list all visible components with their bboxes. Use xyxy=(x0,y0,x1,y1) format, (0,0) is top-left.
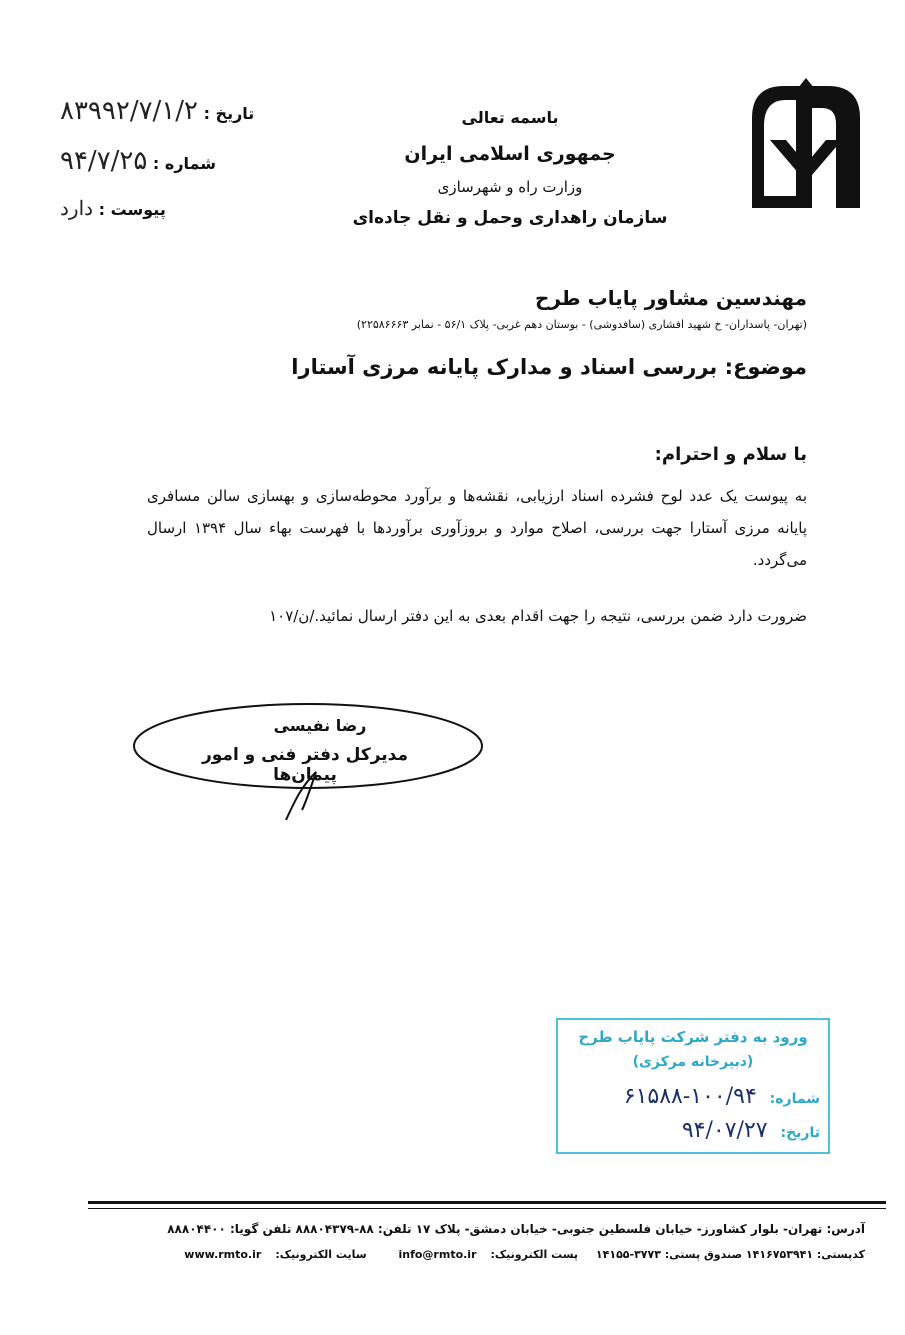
greeting: با سلام و احترام: xyxy=(654,444,807,465)
attachment-row xyxy=(60,196,166,220)
stamp-date-row xyxy=(566,1118,820,1143)
footer-website-group xyxy=(170,1248,366,1261)
ministry-name: وزارت راه و شهرسازی xyxy=(437,178,583,196)
body-paragraph-1: به پیوست یک عدد لوح فشرده اسناد ارزیابی، نقشه‌ها و برآورد محوطه‌سازی و بهسازی سالن مسافری پایانه مرزی آستارا جهت بررسی، اصلاح موارد و بروزآوری برآوردها با فهرست بهاء سال ۱۳۹۴ ارسال می‌گردد. xyxy=(147,487,808,569)
footer-website-label: سایت الکترونیک: xyxy=(275,1248,367,1261)
footer-contact-row xyxy=(156,1248,865,1261)
attachment-value: دارد xyxy=(60,196,94,220)
stamp-number-value: ۱۰۰/۹۴-۶۱۵۸۸ xyxy=(623,1084,757,1109)
receipt-stamp xyxy=(556,1018,830,1154)
date-value: ۸۳۹۹۲/۷/۱/۲ xyxy=(60,96,198,126)
recipient-address: (تهران- پاسداران- خ شهید افشاری (سافدوشی) - بوستان دهم غربی- پلاک ۵۶/۱ - نمابر ۲۲۵۸۶۶۶۳) xyxy=(356,318,807,331)
signatory-title: مدیرکل دفتر فنی و امور پیمان‌ها xyxy=(201,745,409,785)
organization-logo xyxy=(742,78,870,213)
bismillah: باسمه تعالی xyxy=(461,108,559,127)
number-value: ۹۴/۷/۲۵ xyxy=(60,146,148,176)
stamp-date-value: ۹۴/۰۷/۲۷ xyxy=(681,1118,768,1143)
date-row xyxy=(60,96,254,126)
subject-text: بررسی اسناد و مدارک پایانه مرزی آستارا xyxy=(291,355,718,379)
footer-postal: کدپستی: ۱۴۱۶۷۵۳۹۴۱ صندوق پستی: ۳۷۷۳-۱۴۱۵۵ xyxy=(595,1248,865,1261)
stamp-number-row xyxy=(566,1084,820,1109)
subject-label: موضوع: xyxy=(724,355,807,379)
date-label: تاریخ : xyxy=(203,104,255,123)
footer-email-group xyxy=(384,1248,578,1261)
recipient-name: مهندسین مشاور پایاب طرح xyxy=(534,286,807,310)
footer-email-label: پست الکترونیک: xyxy=(490,1248,579,1261)
organization-name: سازمان راهداری وحمل و نقل جاده‌ای xyxy=(352,208,668,228)
footer-rule-thin xyxy=(88,1208,886,1209)
footer-website[interactable]: www.rmto.ir xyxy=(184,1248,262,1261)
footer-rule-thick xyxy=(88,1201,886,1204)
stamp-date-label: تاریخ: xyxy=(780,1125,820,1141)
attachment-label: پیوست : xyxy=(98,200,166,219)
subject-line xyxy=(291,355,807,379)
stamp-number-label: شماره: xyxy=(769,1091,820,1107)
number-label: شماره : xyxy=(152,154,217,173)
stamp-title: ورود به دفتر شرکت پایاب طرح xyxy=(578,1028,808,1046)
footer-email[interactable]: info@rmto.ir xyxy=(398,1248,477,1261)
body-paragraph-2: ضرورت دارد ضمن بررسی، نتیجه را جهت اقدام بعدی به این دفتر ارسال نمائید./ن/۱۰۷ xyxy=(269,607,807,625)
signatory-name: رضا نفیسی xyxy=(273,716,367,735)
number-row xyxy=(60,146,216,176)
footer-address: آدرس: تهران- بلوار کشاورز- خیابان فلسطین جنوبی- خیابان دمشق- پلاک ۱۷ تلفن: ۸۸-۸۸۸۰۴۳۷۹ تلفن گویا: ۸۸۸۰۴۴۰۰ xyxy=(167,1222,865,1236)
country-name: جمهوری اسلامی ایران xyxy=(404,143,616,165)
stamp-subtitle: (دبیرخانه مرکزی) xyxy=(632,1054,754,1070)
